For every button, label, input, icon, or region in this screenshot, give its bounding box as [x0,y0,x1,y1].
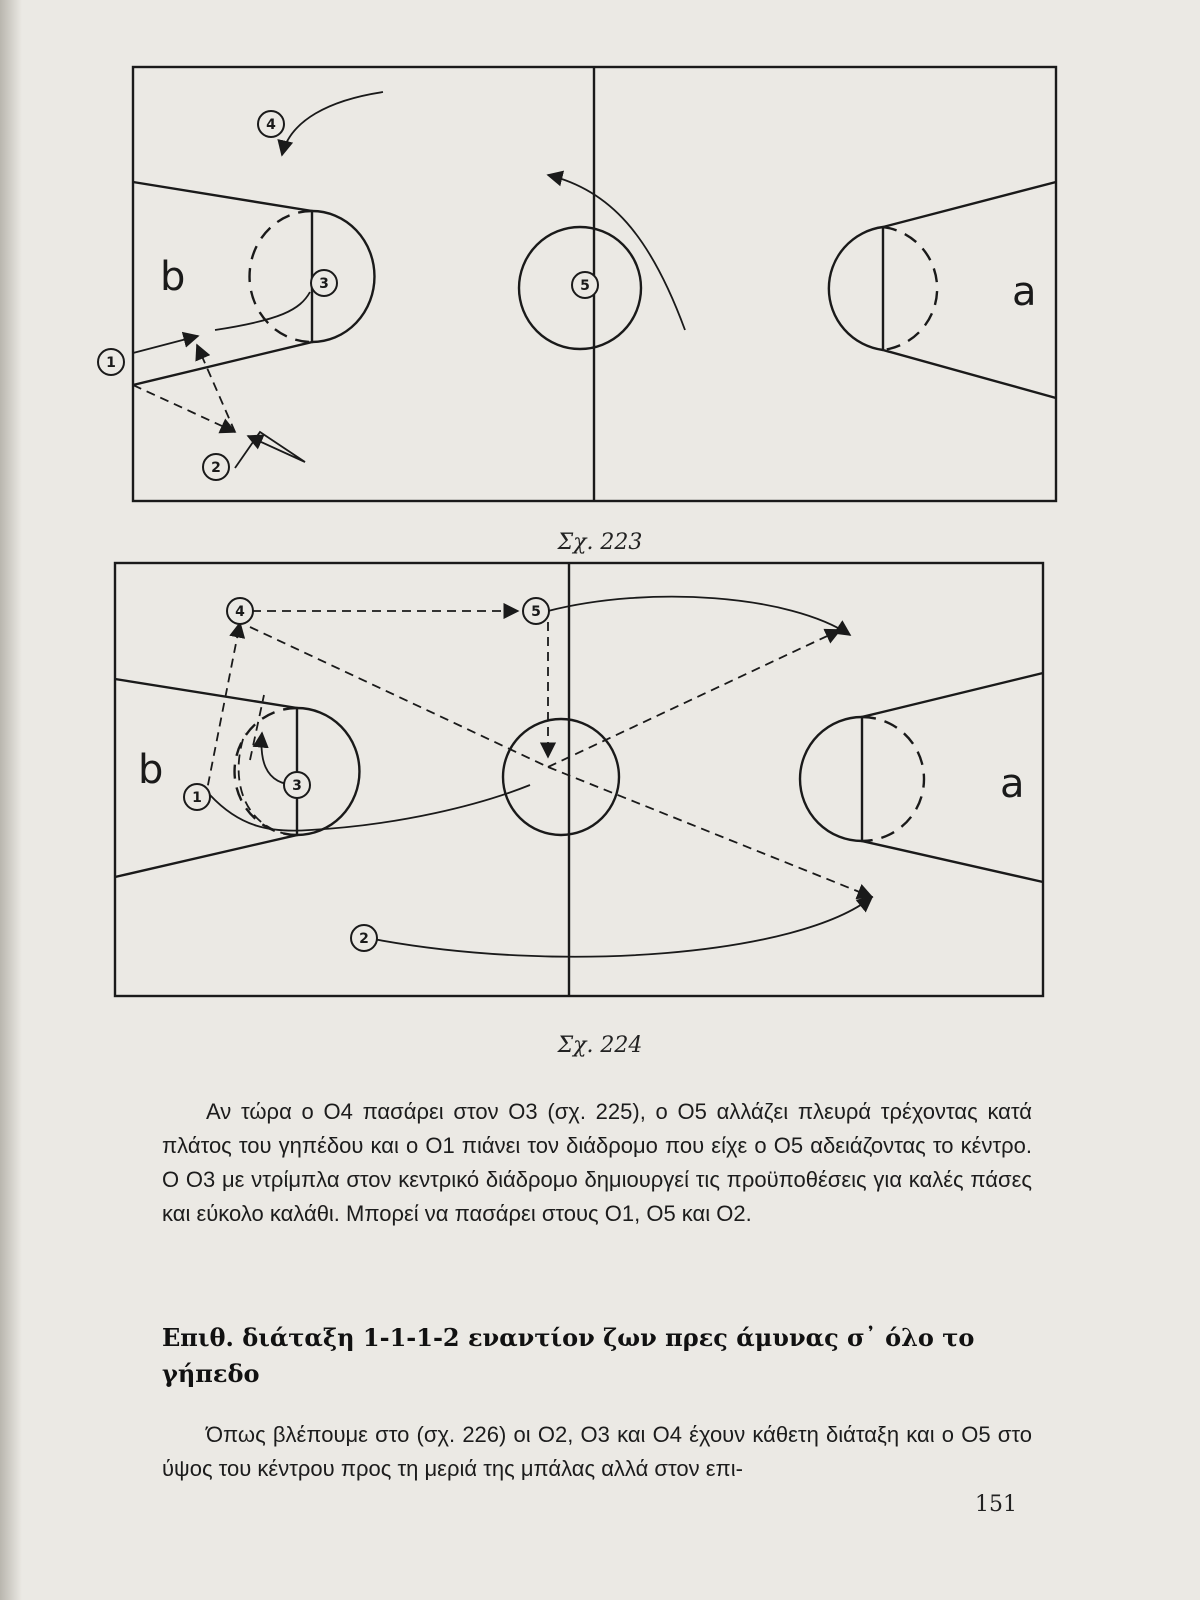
right-basket-letter: a [1000,761,1025,807]
player-1-cut [210,785,530,831]
player-3-marker [311,270,337,296]
player-2-marker [203,454,229,480]
court-diagram-223 [0,0,1200,520]
right-free-throw-arc-dashed [862,717,924,841]
svg-text:4: 4 [235,604,245,620]
player-4-marker [258,111,284,137]
player-2-marker [351,925,377,951]
center-circle [503,719,619,835]
svg-text:1: 1 [106,355,116,371]
pass-4-diagonal [250,627,548,767]
court-diagram-224 [0,555,1200,1015]
player-5-marker [572,272,598,298]
svg-text:2: 2 [211,460,221,476]
svg-text:2: 2 [359,931,369,947]
pass-to-right-corner [548,767,872,897]
left-basket-letter: b [160,254,186,300]
svg-text:4: 4 [266,117,276,133]
player-5-move [548,597,850,635]
paragraph-2: Όπως βλέπουμε στο (σχ. 226) οι Ο2, Ο3 και Ο4 έχουν κάθετη διάταξη και ο Ο5 στο ύψος του κέντρου προς τη μεριά της μπάλας αλλά στον επι- [162,1422,1032,1481]
player-4-move [282,92,383,155]
svg-text:5: 5 [580,278,590,294]
player-4-marker [227,598,253,624]
player-3-marker [284,772,310,798]
figure-223 [0,0,1200,520]
right-free-throw-arc [800,717,862,841]
left-free-throw-arc [297,708,359,835]
player-1-move [133,336,198,353]
svg-text:5: 5 [531,604,541,620]
player-2-move [235,432,305,468]
figure-224 [0,555,1200,1015]
svg-text:1: 1 [192,790,202,806]
svg-text:3: 3 [292,778,302,794]
section-heading: Επιθ. διάταξη 1-1-1-2 εναντίον ζων πρες άμυνας σ᾽ όλο το γήπεδο [162,1323,975,1388]
player-1-dashed-move [239,733,290,835]
left-free-throw-arc-dashed [235,708,297,835]
player-1-marker [184,784,210,810]
player-1-marker [98,349,124,375]
figure-224-caption: Σχ. 224 [557,1033,643,1058]
svg-text:3: 3 [319,276,329,292]
left-basket-letter: b [138,747,164,793]
player-5-marker [523,598,549,624]
right-free-throw-arc [829,227,883,350]
pass-1-to-2 [133,385,235,432]
right-free-throw-arc-dashed [883,227,937,350]
page-number: 151 [975,1492,1017,1517]
pass-2-to-1 [197,345,235,432]
figure-223-caption: Σχ. 223 [557,530,643,555]
paragraph-1: Αν τώρα ο Ο4 πασάρει στον Ο3 (σχ. 225), ο Ο5 αλλάζει πλευρά τρέχοντας κατά πλάτος του γηπέδου και ο Ο1 πιάνει τον διάδρομο που είχε ο Ο5 αδειάζοντας το κέντρο. Ο Ο3 με ντρίμπλα στον κεντρικό διάδρομο δημιουργεί τις προϋποθέσεις για καλές πάσες και εύκολο καλάθι. Μπορεί να πασάρει στους Ο1, Ο5 και Ο2. [162,1099,1032,1226]
player-5-move [548,175,685,330]
player-2-move [368,897,872,957]
player-3-cut [215,292,310,330]
pass-to-right-wing [548,630,840,767]
right-basket-letter: a [1012,269,1037,315]
